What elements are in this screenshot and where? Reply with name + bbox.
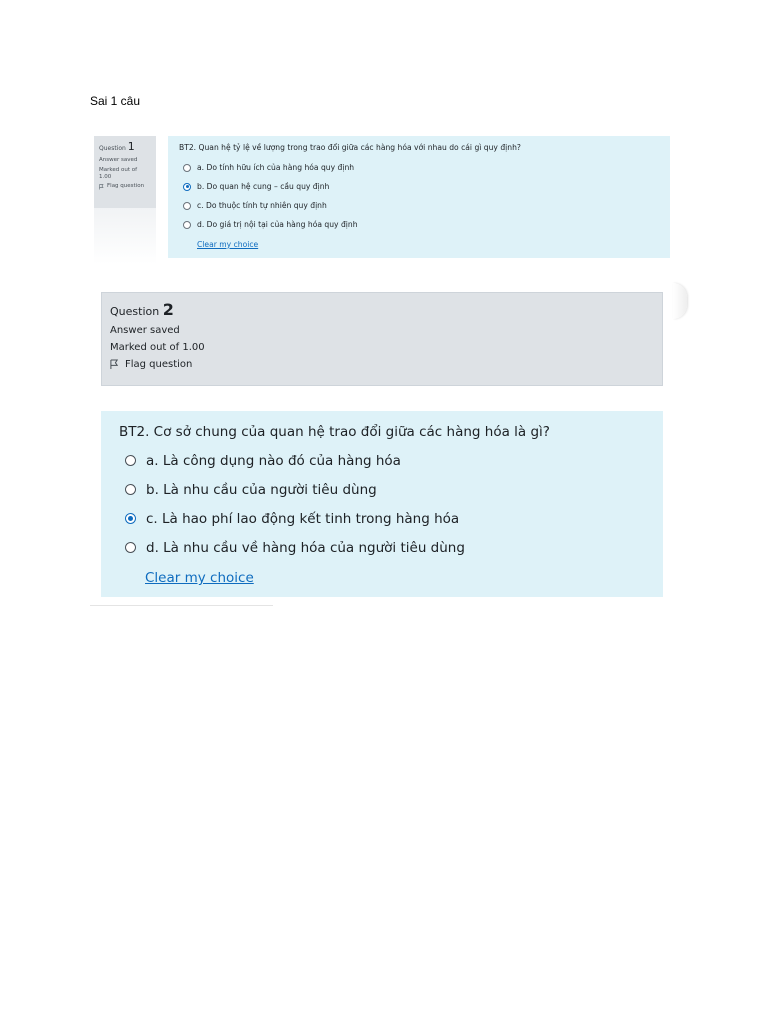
radio-unselected[interactable] bbox=[125, 484, 136, 495]
question1-marks: Marked out of 1.00 bbox=[99, 166, 138, 180]
answer-option[interactable] bbox=[179, 158, 659, 177]
answer-option[interactable] bbox=[119, 475, 645, 504]
question-label: Question bbox=[110, 305, 160, 318]
question1-content-panel bbox=[168, 136, 670, 258]
question1-status: Answer saved bbox=[99, 156, 138, 163]
question1-text: BT2. Quan hệ tỷ lệ về lượng trong trao đổi giữa các hàng hóa với nhau do cái gì quy định? bbox=[179, 143, 521, 152]
question-label: Question bbox=[99, 145, 126, 152]
cropped-round-button-edge bbox=[673, 283, 687, 319]
flag-icon bbox=[110, 359, 119, 370]
flag-icon bbox=[99, 184, 104, 190]
answer-option-label: a. Là công dụng nào đó của hàng hóa bbox=[146, 452, 401, 469]
question-number: 1 bbox=[127, 140, 135, 153]
question2-content-panel bbox=[101, 411, 663, 597]
answer-option-label: b. Do quan hệ cung – cầu quy định bbox=[197, 182, 330, 191]
answer-option[interactable] bbox=[179, 196, 659, 215]
question2-clear-choice-link[interactable]: Clear my choice bbox=[145, 570, 254, 586]
divider bbox=[90, 605, 273, 606]
question1-flag-button[interactable] bbox=[99, 183, 151, 190]
question1-clear-choice-link[interactable]: Clear my choice bbox=[197, 240, 259, 249]
answer-option-label: d. Là nhu cầu về hàng hóa của người tiêu dùng bbox=[146, 539, 465, 556]
radio-unselected[interactable] bbox=[125, 455, 136, 466]
flag-label: Flag question bbox=[107, 183, 145, 190]
answer-option-label: d. Do giá trị nội tại của hàng hóa quy định bbox=[197, 220, 358, 229]
answer-option[interactable] bbox=[179, 215, 659, 234]
question2-flag-button[interactable] bbox=[110, 359, 192, 370]
answer-option-label: c. Do thuộc tính tự nhiên quy định bbox=[197, 201, 327, 210]
answer-option[interactable] bbox=[119, 504, 645, 533]
radio-unselected[interactable] bbox=[183, 221, 191, 229]
answer-option-label: b. Là nhu cầu của người tiêu dùng bbox=[146, 481, 377, 498]
answer-option[interactable] bbox=[119, 533, 645, 562]
question2-marks: Marked out of 1.00 bbox=[110, 342, 205, 353]
radio-unselected[interactable] bbox=[183, 202, 191, 210]
radio-unselected[interactable] bbox=[183, 164, 191, 172]
radio-selected[interactable] bbox=[183, 183, 191, 191]
question2-number-label bbox=[110, 300, 654, 319]
question2-status: Answer saved bbox=[110, 325, 180, 336]
answer-option-label: c. Là hao phí lao động kết tinh trong hàng hóa bbox=[146, 510, 460, 527]
answer-option[interactable] bbox=[179, 177, 659, 196]
flag-label: Flag question bbox=[125, 359, 193, 370]
answer-option-label: a. Do tính hữu ích của hàng hóa quy định bbox=[197, 163, 355, 172]
question1-info-shadow bbox=[94, 208, 156, 264]
question2-text: BT2. Cơ sở chung của quan hệ trao đổi giữa các hàng hóa là gì? bbox=[119, 424, 550, 440]
question-number: 2 bbox=[162, 300, 174, 319]
page-heading: Sai 1 câu bbox=[90, 94, 141, 108]
radio-unselected[interactable] bbox=[125, 542, 136, 553]
answer-option[interactable] bbox=[119, 446, 645, 475]
radio-selected[interactable] bbox=[125, 513, 136, 524]
question1-number-label bbox=[99, 140, 151, 154]
question1-info-panel bbox=[94, 136, 156, 208]
question2-info-panel bbox=[101, 292, 663, 386]
